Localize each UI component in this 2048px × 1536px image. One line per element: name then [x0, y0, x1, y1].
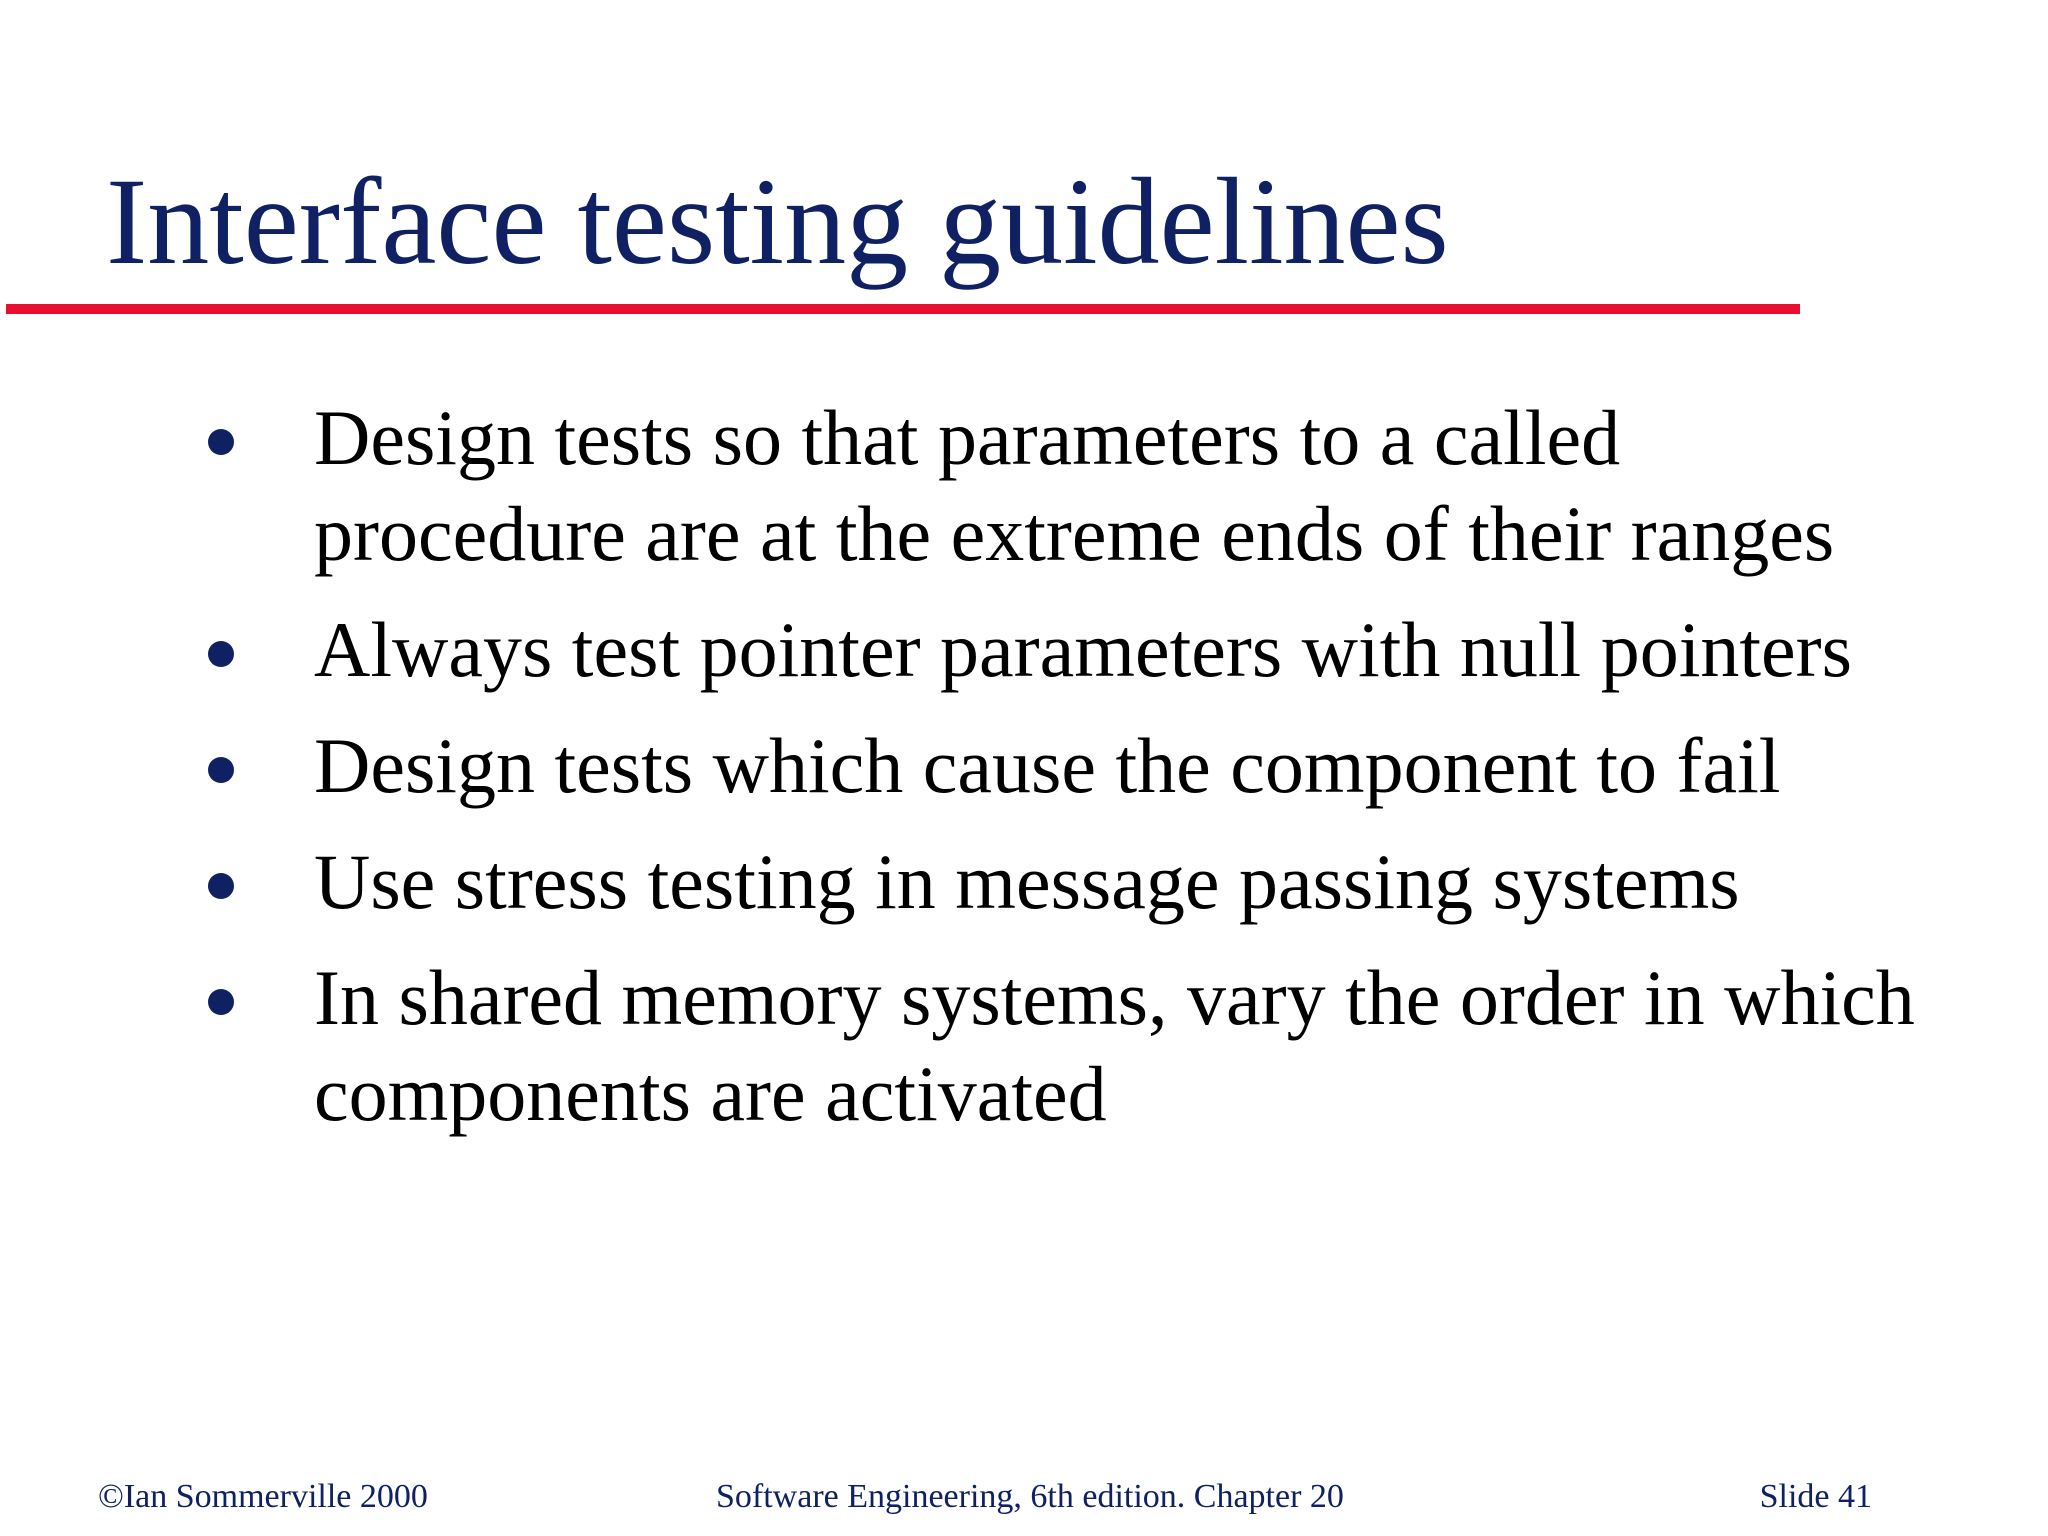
footer-book-title: Software Engineering, 6th edition. Chapter 20	[716, 1478, 1344, 1515]
bullet-item	[0, 390, 2048, 582]
bullet-item	[0, 834, 2048, 930]
footer-copyright: ©Ian Sommerville 2000	[98, 1478, 428, 1515]
slide-title: Interface testing guidelines	[106, 153, 1449, 290]
bullet-text-line: Design tests so that parameters to a called	[314, 394, 1621, 481]
bullet-list	[0, 390, 2048, 1162]
bullet-item	[0, 718, 2048, 814]
bullet-text-line: procedure are at the extreme ends of their ranges	[314, 490, 1835, 577]
bullet-text-line: In shared memory systems, vary the order in which	[314, 954, 1915, 1041]
bullet-dot-icon	[208, 429, 234, 455]
bullet-item	[0, 602, 2048, 698]
bullet-text-line: Use stress testing in message passing systems	[314, 838, 1740, 925]
bullet-text-line: Always test pointer parameters with null pointers	[314, 606, 1852, 693]
bullet-dot-icon	[208, 989, 234, 1015]
bullet-dot-icon	[208, 641, 234, 667]
footer-slide-number: Slide 41	[1759, 1478, 1872, 1515]
bullet-text-line: Design tests which cause the component to fail	[314, 722, 1781, 809]
bullet-dot-icon	[208, 757, 234, 783]
bullet-text-line: components are activated	[314, 1050, 1107, 1137]
bullet-item	[0, 950, 2048, 1142]
bullet-dot-icon	[208, 873, 234, 899]
title-underline-rule	[6, 304, 1800, 314]
